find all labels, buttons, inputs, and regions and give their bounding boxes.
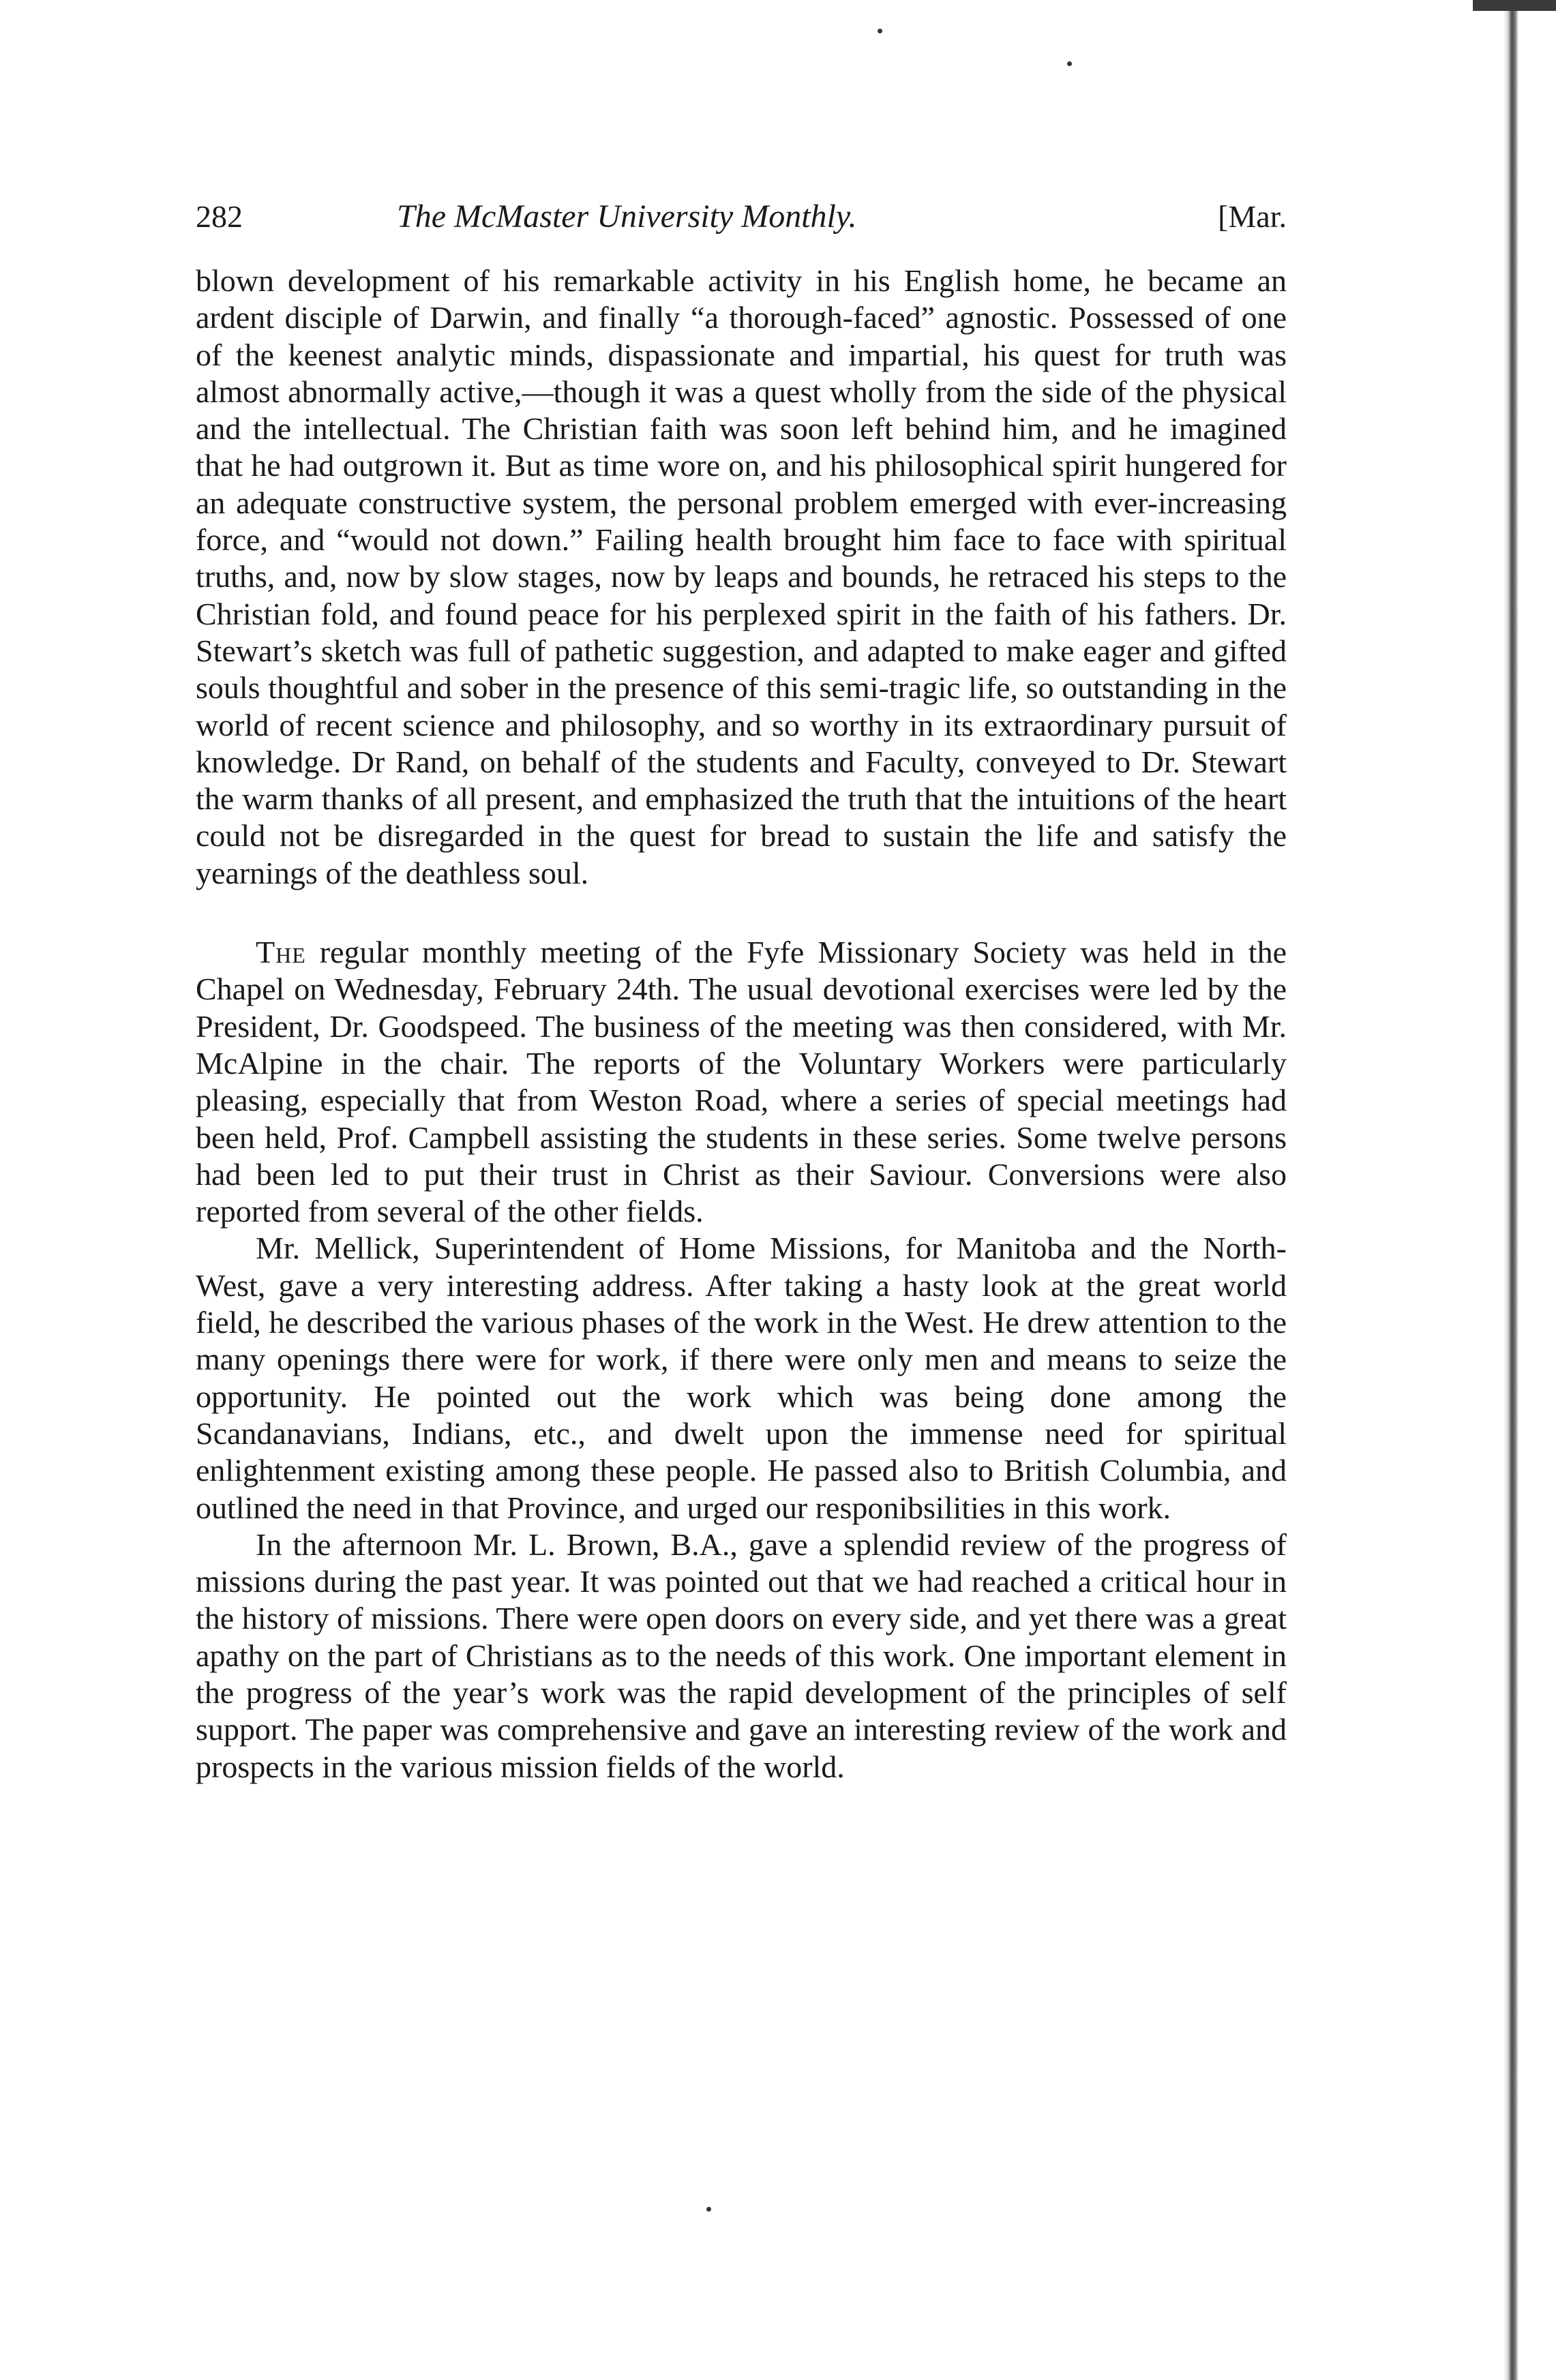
running-title: The McMaster University Monthly. (397, 198, 857, 235)
page-number: 282 (196, 199, 243, 234)
paragraph-fyfe-society (196, 934, 1287, 1230)
paragraph-text: blown development of his remarkable activity in his English home, he became an ardent disciple of Darwin, and finally “a thorough-faced” agnostic. Possessed of one of the keenest analytic minds, dispassionate and impartial, his quest for truth was almost abnormally active,—though it was a quest wholly from the side of the physical and the intellectual. The Christian faith was soon left behind him, and he imagined that he had outgrown it. But as time wore on, and his philosophical spirit hungered for an adequate constructive system, the personal problem emerged with ever-increasing force, and “would not down.” Failing health brought him face to face with spiritual truths, and, now by slow stages, now by leaps and bounds, he retraced his steps to the Christian fold, and found peace for his perplexed spirit in the faith of his fathers. Dr. Stewart’s sketch was full of pathetic suggestion, and adapted to make eager and gifted souls thoughtful and sober in the presence of this semi-tragic life, so outstanding in the world of recent science and philosophy, and so worthy in its extraordinary pursuit of knowledge. Dr Rand, on behalf of the students and Faculty, conveyed to Dr. Stewart the warm thanks of all present, and emphasized the truth that the intuitions of the heart could not be disregarded in the quest for bread to sustain the life and satisfy the yearnings of the deathless soul. (196, 263, 1287, 890)
scan-speck (706, 2207, 711, 2212)
paragraph-text: Mr. Mellick, Superintendent of Home Missions, for Manitoba and the North-West, gave a very interesting address. After taking a hasty look at the great world field, he described the various phases of the work in the West. He drew attention to the many openings there were for work, if there were only men and means to seize the opportunity. He pointed out the work which was being done among the Scandanavians, Indians, etc., and dwelt upon the immense need for spiritual enlightenment existing among these people. He passed also to British Columbia, and outlined the need in that Province, and urged our responibsilities in this work. (196, 1231, 1287, 1525)
paragraph-text: In the afternoon Mr. L. Brown, B.A., gave a splendid review of the progress of missions during the past year. It was pointed out that we had reached a critical hour in the history of missions. There were open doors on every side, and yet there was a great apathy on the part of Christians as to the needs of this work. One important element in the progress of the year’s work was the rapid development of the principles of self support. The paper was comprehensive and gave an interesting review of the work and prospects in the various mission fields of the world. (196, 1526, 1287, 1784)
paragraph-brown-review (196, 1526, 1287, 1786)
article-body (196, 262, 1287, 1786)
scan-speck (1067, 61, 1072, 66)
binding-edge-top (1473, 0, 1556, 11)
running-header (196, 193, 1287, 241)
paragraph-continued (196, 262, 1287, 892)
scan-speck (878, 29, 882, 33)
binding-edge (1503, 0, 1518, 2380)
paragraph-text: regular monthly meeting of the Fyfe Missionary Society was held in the Chapel on Wednesday, February 24th. The usual devotional exercises were led by the President, Dr. Goodspeed. The business of the meeting was then considered, with Mr. McAlpine in the chair. The reports of the Voluntary Workers were particularly pleasing, especially that from Weston Road, where a series of special meetings had been held, Prof. Campbell assisting the students in these series. Some twelve persons had been led to put their trust in Christ as their Saviour. Conversions were also reported from several of the other fields. (196, 935, 1287, 1229)
paragraph-mellick-address (196, 1230, 1287, 1526)
lead-word: The (256, 935, 306, 970)
issue-month: [Mar. (1218, 199, 1287, 234)
